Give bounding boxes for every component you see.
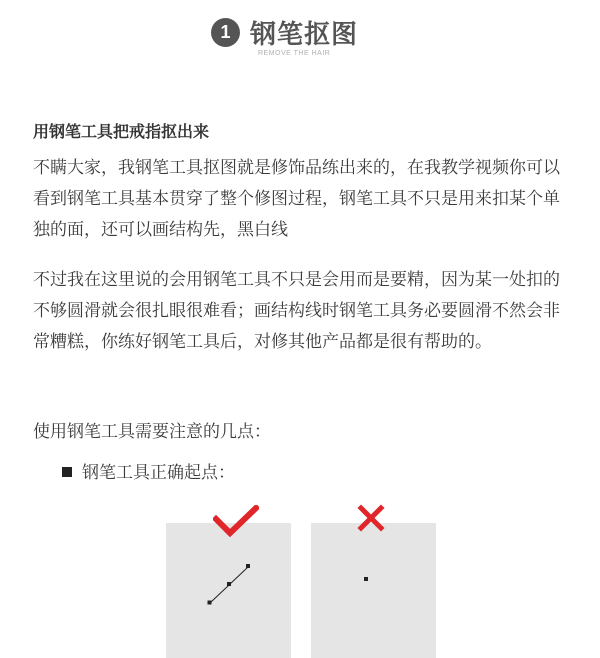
bullet-item-label: 钢笔工具正确起点： <box>82 463 235 483</box>
section-title: 钢笔抠图 <box>250 20 359 50</box>
bullet-square-icon <box>62 467 72 477</box>
paragraph-tips-intro: 使用钢笔工具需要注意的几点： <box>33 422 271 442</box>
anchor-point-middle <box>227 582 231 586</box>
article-heading: 用钢笔工具把戒指抠出来 <box>33 122 210 141</box>
wrong-example-panel <box>311 523 436 658</box>
single-anchor-point <box>364 577 368 581</box>
check-mark-icon <box>213 505 259 541</box>
section-subtitle: REMOVE THE HAIR <box>258 50 331 57</box>
step-number-badge: 1 <box>211 18 240 47</box>
correct-example-panel <box>166 523 291 658</box>
correct-path-diagram <box>166 523 291 658</box>
paragraph-intro: 不瞒大家，我钢笔工具抠图就是修饰品练出来的，在我教学视频你可以看到钢笔工具基本贯穿了整个修图过程，钢笔工具不只是用来扣某个单独的面，还可以画结构先，黑白线 <box>33 158 560 240</box>
anchor-point-end <box>246 564 250 568</box>
anchor-point-start <box>208 601 212 605</box>
wrong-point-diagram <box>311 523 436 658</box>
bullet-item <box>62 458 235 489</box>
cross-mark-icon <box>357 504 385 532</box>
section-header <box>0 8 600 68</box>
paragraph-precision: 不过我在这里说的会用钢笔工具不只是会用而是要精，因为某一处扣的不够圆滑就会很扎眼很难看；画结构线时钢笔工具务必要圆滑不然会非常糟糕，你练好钢笔工具后，对修其他产品都是很有帮助的。 <box>33 270 560 352</box>
